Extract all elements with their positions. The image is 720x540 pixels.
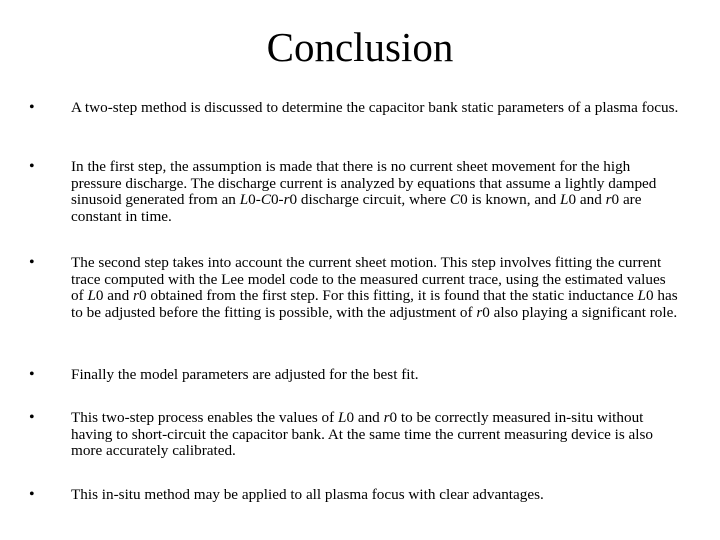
- bullet-icon: •: [29, 158, 35, 175]
- italic-variable: r: [283, 191, 290, 209]
- bullet-icon: •: [29, 486, 35, 503]
- italic-variable: L: [239, 191, 249, 209]
- italic-variable: C: [260, 191, 271, 209]
- italic-variable: L: [337, 409, 347, 426]
- italic-variable: L: [637, 287, 646, 305]
- bullet-icon: •: [29, 366, 35, 383]
- bullet-icon: •: [29, 254, 35, 271]
- bullet-icon: •: [29, 409, 35, 426]
- italic-variable: r: [133, 287, 139, 305]
- italic-variable: r: [476, 303, 483, 321]
- bullet-icon: •: [29, 99, 35, 116]
- bullet-text: This two-step process enables the values of L0 and r0 to be correctly measured in-situ without having to short-circuit the capacitor bank. At the same time the current measuring device is also more accurately calibrated.: [71, 409, 653, 460]
- italic-variable: L: [87, 287, 96, 305]
- bullet-text: Finally the model parameters are adjusted for the best fit.: [71, 366, 419, 383]
- italic-variable: r: [605, 191, 612, 209]
- italic-variable: C: [449, 191, 461, 209]
- italic-variable: L: [560, 191, 569, 209]
- bullet-text: In the first step, the assumption is made that there is no current sheet movement for the high pressure discharge. The discharge current is analyzed by equations that assume a lightly damped sinusoid generated from an L0-C0-r0 discharge circuit, where C0 is known, and L0 and r0 are constant in time.: [71, 158, 657, 225]
- bullet-text: A two-step method is discussed to determine the capacitor bank static parameters of a plasma focus.: [71, 99, 679, 116]
- italic-variable: r: [383, 409, 390, 426]
- bullet-text: This in-situ method may be applied to all plasma focus with clear advantages.: [71, 486, 544, 503]
- bullet-text: The second step takes into account the current sheet motion. This step involves fitting the current trace computed with the Lee model code to the measured current trace, using the estimated values of L0 and r0 obtained from the first step. For this fitting, it is found that the static inductance L0 has to be adjusted before the fitting is possible, with the adjustment of r0 also playing a significant role.: [71, 254, 678, 321]
- slide-title: Conclusion: [266, 24, 454, 70]
